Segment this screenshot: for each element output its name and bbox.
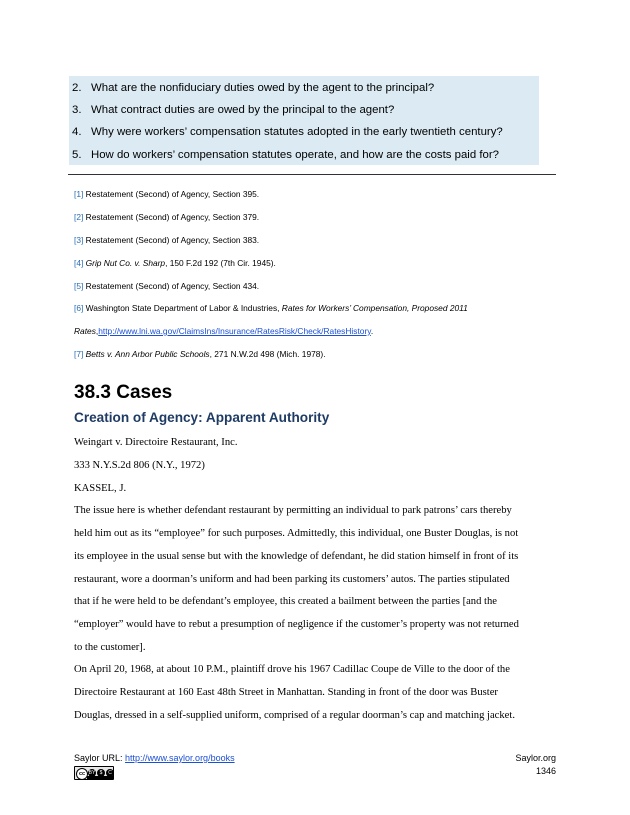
saylor-url-link[interactable]: http://www.saylor.org/books xyxy=(125,753,235,763)
footer-source: Saylor URL: http://www.saylor.org/books xyxy=(74,753,235,763)
footnote-6: [6] Washington State Department of Labor & Industries, Rates for Workers’ Compensation, Proposed 2011 xyxy=(74,303,468,313)
body-line: “employer” would have to rebut a presumption of negligence if the customer’s property was not returned xyxy=(74,619,519,630)
question-item: 2. What are the nonfiduciary duties owed by the agent to the principal? xyxy=(72,82,435,94)
body-line: that if he were held to be defendant’s employee, this created a bailment between the parties [and the xyxy=(74,596,497,607)
attribution-icon: BY xyxy=(88,770,96,776)
footnote-url-link[interactable]: http://www.lni.wa.gov/ClaimsIns/Insurance/RatesRisk/Check/RatesHistory xyxy=(98,326,371,336)
cc-license-badge xyxy=(74,766,114,780)
body-line: Directoire Restaurant at 160 East 48th Street in Manhattan. Standing in front of the door was Buster xyxy=(74,687,498,698)
footnote-7: [7] Betts v. Ann Arbor Public Schools, 271 N.W.2d 498 (Mich. 1978). xyxy=(74,349,326,359)
footnote-link[interactable]: [2] xyxy=(74,212,84,222)
question-item: 4. Why were workers’ compensation statutes adopted in the early twentieth century? xyxy=(72,126,503,138)
page-number: 1346 xyxy=(535,766,556,776)
footnote-link[interactable]: [4] xyxy=(74,258,84,268)
question-item: 3. What contract duties are owed by the principal to the agent? xyxy=(72,104,395,116)
footnote-6-continued: Rates,http://www.lni.wa.gov/ClaimsIns/Insurance/RatesRisk/Check/RatesHistory. xyxy=(74,326,374,336)
body-line: held him out as its “employee” for such purposes. Admittedly, this individual, one Buster Douglas, is not xyxy=(74,528,519,539)
footnote-link[interactable]: [7] xyxy=(74,349,84,359)
section-heading: 38.3 Cases xyxy=(74,382,173,403)
body-line: restaurant, wore a doorman’s uniform and had been parking its customers’ autos. The parties stipulated xyxy=(74,574,510,585)
footnote-link[interactable]: [6] xyxy=(74,303,84,313)
question-item: 5. How do workers’ compensation statutes operate, and how are the costs paid for? xyxy=(72,149,499,161)
footnote-link[interactable]: [5] xyxy=(74,281,84,291)
body-line: On April 20, 1968, at about 10 P.M., plaintiff drove his 1967 Cadillac Coupe de Ville to the door of the xyxy=(74,664,510,675)
judge-name: KASSEL, J. xyxy=(74,483,127,494)
body-line: The issue here is whether defendant restaurant by permitting an individual to park patrons’ cars thereby xyxy=(74,505,512,516)
footnote-3: [3] Restatement (Second) of Agency, Section 383. xyxy=(74,235,260,245)
body-line: to the customer]. xyxy=(74,642,146,653)
footnote-link[interactable]: [3] xyxy=(74,235,84,245)
footnote-1: [1] Restatement (Second) of Agency, Section 395. xyxy=(74,189,260,199)
cc-icon: cc xyxy=(76,768,88,780)
footnote-4: [4] Grip Nut Co. v. Sharp, 150 F.2d 192 (7th Cir. 1945). xyxy=(74,258,276,268)
body-line: its employee in the usual sense but with the knowledge of defendant, he did station himself in front of its xyxy=(74,551,519,562)
case-name: Weingart v. Directoire Restaurant, Inc. xyxy=(74,437,238,448)
sub-heading: Creation of Agency: Apparent Authority xyxy=(74,410,330,425)
footnote-5: [5] Restatement (Second) of Agency, Section 434. xyxy=(74,281,260,291)
noncommercial-icon: $ xyxy=(97,769,105,777)
footnote-link[interactable]: [1] xyxy=(74,189,84,199)
body-line: Douglas, dressed in a self-supplied uniform, comprised of a regular doorman’s cap and matching jacket. xyxy=(74,710,515,721)
footnote-2: [2] Restatement (Second) of Agency, Section 379. xyxy=(74,212,260,222)
sharealike-icon: C xyxy=(106,769,114,777)
footnote-divider xyxy=(68,174,556,175)
footer-site: Saylor.org xyxy=(515,753,556,763)
case-citation: 333 N.Y.S.2d 806 (N.Y., 1972) xyxy=(74,460,205,471)
